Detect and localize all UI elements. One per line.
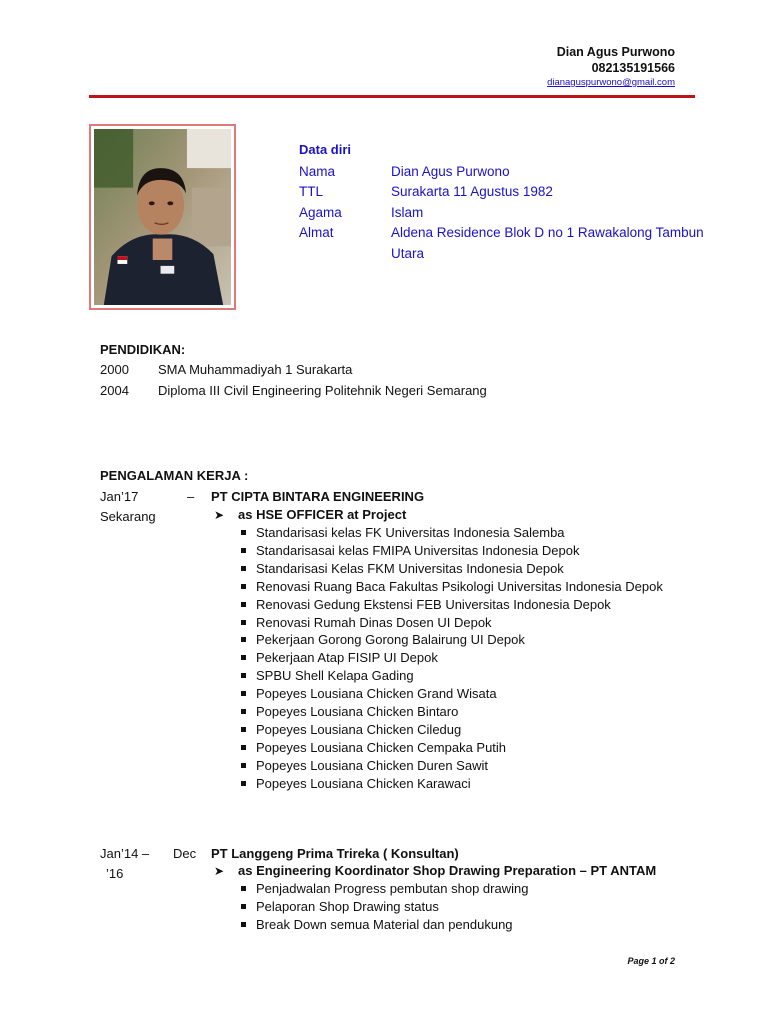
list-item <box>238 916 528 934</box>
data-diri-value: Surakarta 11 Agustus 1982 <box>391 184 553 199</box>
header-divider <box>89 95 695 98</box>
square-bullet-icon <box>241 922 246 927</box>
task-text: Renovasi Gedung Ekstensi FEB Universitas Indonesia Depok <box>256 596 611 612</box>
list-item <box>238 685 663 703</box>
data-diri-value: Islam <box>391 205 424 220</box>
data-diri-value: Dian Agus Purwono <box>391 164 510 179</box>
list-item <box>238 631 663 649</box>
list-item <box>238 524 663 542</box>
task-text: Popeyes Lousiana Chicken Grand Wisata <box>256 686 497 702</box>
task-text: Popeyes Lousiana Chicken Bintaro <box>256 704 459 720</box>
list-item <box>238 560 663 578</box>
data-diri-title: Data diri <box>299 142 352 157</box>
list-item <box>238 667 663 685</box>
job-period-start: Jan’14 – <box>100 846 150 861</box>
task-text: Popeyes Lousiana Chicken Ciledug <box>256 721 462 737</box>
task-text: Standarisasai kelas FMIPA Universitas Indonesia Depok <box>256 542 580 558</box>
pendidikan-title: PENDIDIKAN: <box>100 342 186 357</box>
job-period-dash: – <box>187 489 195 504</box>
pengalaman-title: PENGALAMAN KERJA : <box>100 468 249 483</box>
square-bullet-icon <box>241 709 246 714</box>
profile-photo <box>89 124 236 310</box>
job-company: PT CIPTA BINTARA ENGINEERING <box>211 489 425 504</box>
pendidikan-year: 2000 <box>100 362 129 377</box>
list-item <box>238 596 663 614</box>
arrow-bullet-icon: ➤ <box>214 864 225 878</box>
job-role: as Engineering Koordinator Shop Drawing Preparation – PT ANTAM <box>238 863 657 878</box>
square-bullet-icon <box>241 886 246 891</box>
task-text: SPBU Shell Kelapa Gading <box>256 668 414 684</box>
task-text: Popeyes Lousiana Chicken Karawaci <box>256 775 471 791</box>
pendidikan-school: SMA Muhammadiyah 1 Surakarta <box>158 362 353 377</box>
job-task-list <box>238 524 663 793</box>
task-text: Renovasi Rumah Dinas Dosen UI Depok <box>256 614 492 630</box>
square-bullet-icon <box>241 691 246 696</box>
header-email-link[interactable]: dianaguspurwono@gmail.com <box>547 77 675 88</box>
header-contact <box>547 44 675 90</box>
data-diri-label: TTL <box>299 184 324 199</box>
square-bullet-icon <box>241 904 246 909</box>
square-bullet-icon <box>241 673 246 678</box>
data-diri-value: Aldena Residence Blok D no 1 Rawakalong Tambun Utara <box>391 225 704 261</box>
list-item <box>238 542 663 560</box>
square-bullet-icon <box>241 727 246 732</box>
job-role: as HSE OFFICER at Project <box>238 507 407 522</box>
task-text: Break Down semua Material dan pendukung <box>256 916 513 932</box>
task-text: Penjadwalan Progress pembutan shop drawing <box>256 881 529 896</box>
square-bullet-icon <box>241 781 246 786</box>
list-item <box>238 757 663 775</box>
square-bullet-icon <box>241 763 246 768</box>
square-bullet-icon <box>241 602 246 607</box>
list-item <box>238 649 663 667</box>
job-company: PT Langgeng Prima Trireka ( Konsultan) <box>211 846 459 861</box>
task-text: Pekerjaan Atap FISIP UI Depok <box>256 650 438 666</box>
square-bullet-icon <box>241 637 246 642</box>
square-bullet-icon <box>241 530 246 535</box>
task-text: Popeyes Lousiana Chicken Duren Sawit <box>256 757 488 773</box>
job-period-end: ’16 <box>106 866 124 881</box>
square-bullet-icon <box>241 566 246 571</box>
square-bullet-icon <box>241 548 246 553</box>
list-item <box>238 898 528 916</box>
header-name: Dian Agus Purwono <box>556 45 675 59</box>
job-period-start: Jan’17 <box>100 489 139 504</box>
square-bullet-icon <box>241 620 246 625</box>
task-text: Renovasi Ruang Baca Fakultas Psikologi Universitas Indonesia Depok <box>256 578 663 594</box>
list-item <box>238 880 528 898</box>
task-text: Popeyes Lousiana Chicken Cempaka Putih <box>256 739 507 755</box>
square-bullet-icon <box>241 745 246 750</box>
pendidikan-school: Diploma III Civil Engineering Politehnik Negeri Semarang <box>158 383 487 398</box>
job-task-list <box>238 880 528 934</box>
list-item <box>238 721 663 739</box>
task-text: Standarisasi Kelas FKM Universitas Indonesia Depok <box>256 560 564 576</box>
data-diri-label: Nama <box>299 164 336 179</box>
job-period-end: Sekarang <box>100 509 156 524</box>
data-diri-label: Almat <box>299 225 334 240</box>
header-phone: 082135191566 <box>591 61 675 75</box>
list-item <box>238 775 663 793</box>
arrow-bullet-icon: ➤ <box>214 508 225 522</box>
task-text: Pelaporan Shop Drawing status <box>256 898 439 914</box>
list-item <box>238 578 663 596</box>
list-item <box>238 614 663 632</box>
task-text: Pekerjaan Gorong Gorong Balairung UI Depok <box>256 632 525 648</box>
square-bullet-icon <box>241 655 246 660</box>
task-text: Standarisasi kelas FK Universitas Indonesia Salemba <box>256 525 565 540</box>
job-period-dash: Dec <box>173 846 197 861</box>
pendidikan-year: 2004 <box>100 383 129 398</box>
list-item <box>238 703 663 721</box>
profile-photo-image <box>94 129 231 305</box>
list-item <box>238 739 663 757</box>
page-number: Page 1 of 2 <box>627 956 675 966</box>
data-diri-label: Agama <box>299 205 342 220</box>
square-bullet-icon <box>241 584 246 589</box>
